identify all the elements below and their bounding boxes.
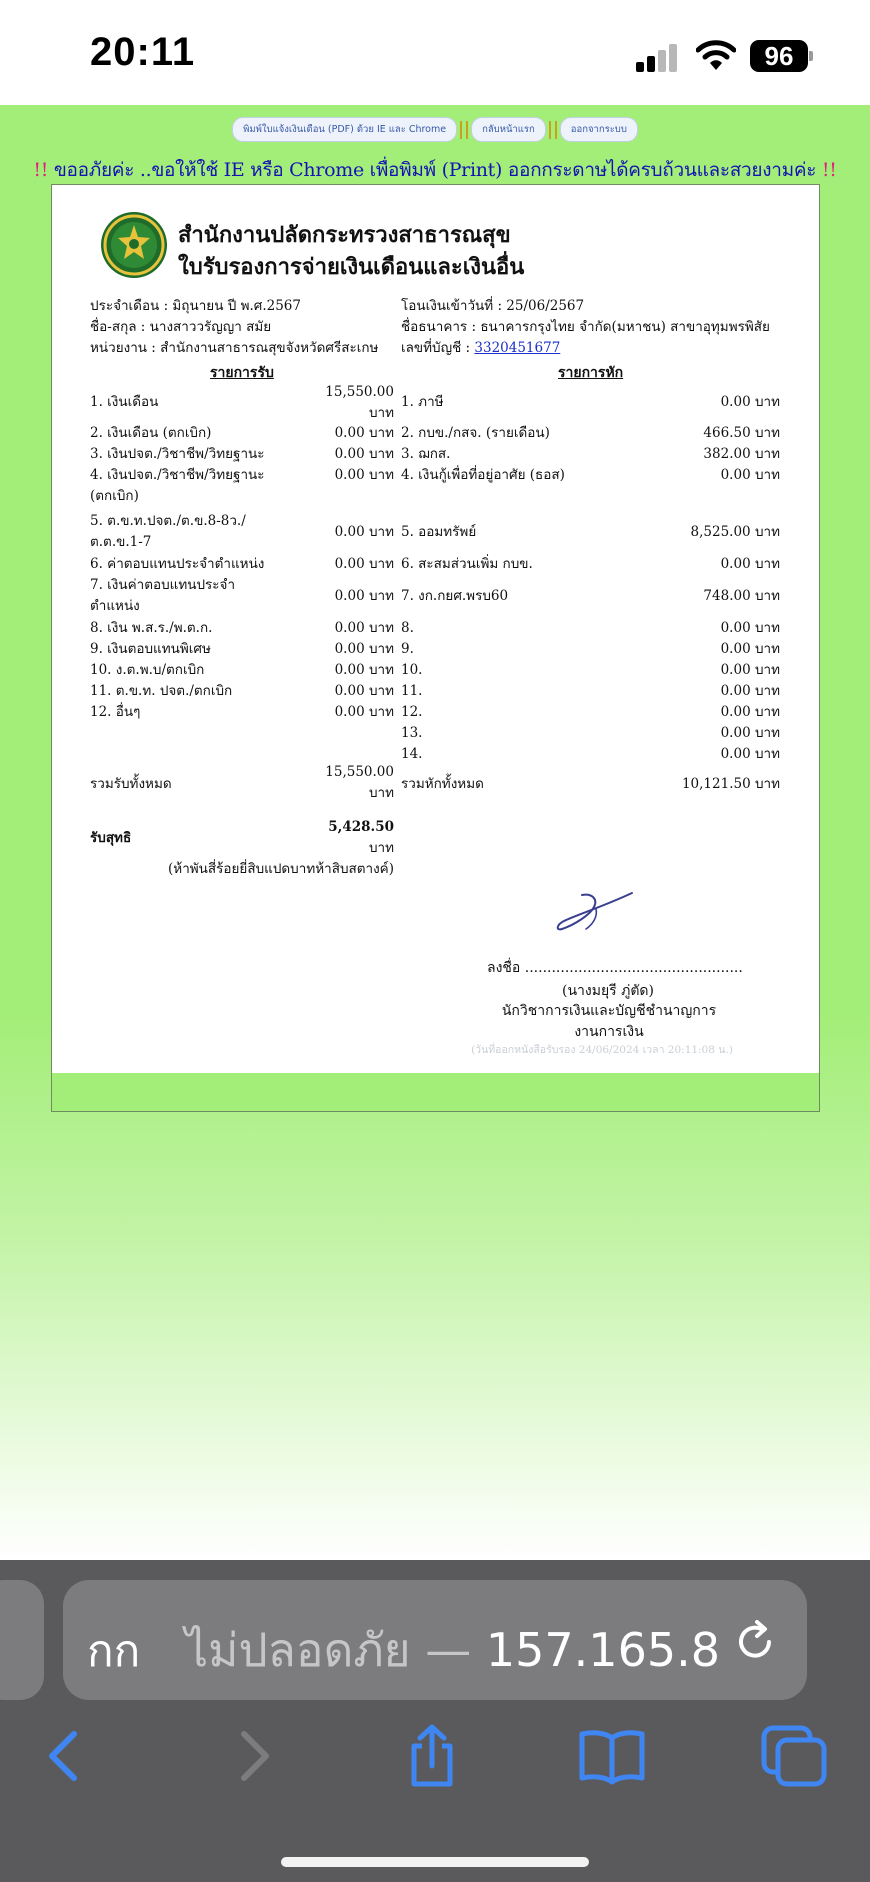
home-indicator <box>281 1857 589 1867</box>
income-label: 12. อื่นๆ <box>90 704 141 720</box>
total-income-unit: บาท <box>368 785 394 801</box>
forward-icon[interactable] <box>216 1724 288 1788</box>
income-label-cont: ตำแหน่ง <box>90 598 140 614</box>
account-label: เลขที่บัญชี : <box>401 340 475 356</box>
deduction-amount: 0.00 บาท <box>720 467 780 483</box>
not-secure-label: ไม่ปลอดภัย — <box>185 1623 486 1677</box>
net-pay-unit: บาท <box>368 840 394 856</box>
notice-text: ขออภัยค่ะ ..ขอให้ใช้ IE หรือ Chrome เพื่อพิมพ์ (Print) ออกกระดาษได้ครบถ้วนและสวยงามค่ะ <box>48 159 822 181</box>
signature-line: ลงชื่อ ................................................. <box>487 960 743 976</box>
deduction-amount: 0.00 บาท <box>720 725 780 741</box>
deduction-amount: 0.00 บาท <box>720 746 780 762</box>
signer-name: (นางมยุรี ภู่ตัด) <box>561 983 654 999</box>
income-amount: 0.00 บาท <box>334 524 394 540</box>
total-income-label: รวมรับทั้งหมด <box>90 776 172 792</box>
signer-department: งานการเงิน <box>574 1024 644 1040</box>
income-header: รายการรับ <box>210 365 274 381</box>
top-nav <box>0 117 870 142</box>
deduction-label: 11. <box>401 683 423 699</box>
income-amount: 0.00 บาท <box>334 425 394 441</box>
nav-separator <box>460 121 468 139</box>
deduction-amount: 0.00 บาท <box>720 641 780 657</box>
income-amount: 0.00 บาท <box>334 467 394 483</box>
deduction-amount: 0.00 บาท <box>720 556 780 572</box>
total-income-amount: 15,550.00 <box>325 764 394 780</box>
net-pay-label: รับสุทธิ <box>90 830 132 846</box>
income-label-cont: ต.ต.ข.1-7 <box>90 534 152 550</box>
ministry-emblem-logo <box>100 211 168 279</box>
account-number-link[interactable]: 3320451677 <box>474 340 561 356</box>
income-unit: บาท <box>368 405 394 421</box>
slip-frame <box>51 184 820 1112</box>
home-button[interactable]: กลับหน้าแรก <box>471 117 546 142</box>
logout-button[interactable]: ออกจากระบบ <box>560 117 638 142</box>
url-host: 157.165.8 <box>485 1623 720 1677</box>
income-amount: 0.00 บาท <box>334 641 394 657</box>
income-amount: 0.00 บาท <box>334 683 394 699</box>
deduction-label: 4. เงินกู้เพื่อที่อยู่อาศัย (ธอส) <box>401 467 565 483</box>
print-pdf-button[interactable]: พิมพ์ใบแจ้งเงินเดือน (PDF) ด้วย IE และ Chrome <box>232 117 457 142</box>
deduction-label: 6. สะสมส่วนเพิ่ม กบข. <box>401 556 533 572</box>
address-bar[interactable] <box>63 1580 807 1700</box>
income-amount: 0.00 บาท <box>334 446 394 462</box>
deduction-amount: 466.50 บาท <box>703 425 780 441</box>
income-label: 3. เงินปจต./วิชาชีพ/วิทยฐานะ <box>90 446 265 462</box>
transfer-date: โอนเงินเข้าวันที่ : 25/06/2567 <box>401 298 585 314</box>
deduction-amount: 0.00 บาท <box>720 683 780 699</box>
income-label: 2. เงินเดือน (ตกเบิก) <box>90 425 212 441</box>
deduction-label: 1. ภาษี <box>401 394 444 410</box>
browser-toolbar <box>0 1560 870 1882</box>
net-pay-amount: 5,428.50 <box>328 819 394 835</box>
net-pay-words: (ห้าพันสี่ร้อยยี่สิบแปดบาทห้าสิบสตางค์) <box>168 861 394 877</box>
tabs-icon[interactable] <box>758 1724 830 1788</box>
account-line <box>401 338 560 359</box>
income-label: 7. เงินค่าตอบแทนประจำ <box>90 577 236 593</box>
income-label: 6. ค่าตอบแทนประจำตำแหน่ง <box>90 556 265 572</box>
deduction-label: 8. <box>401 620 414 636</box>
income-label: 10. ง.ต.พ.บ/ตกเบิก <box>90 662 205 678</box>
total-deduction-amount: 10,121.50 บาท <box>681 776 780 792</box>
income-amount: 0.00 บาท <box>334 620 394 636</box>
notice-bang-right: !! <box>821 159 837 181</box>
deduction-label: 7. งก.กยศ.พรบ60 <box>401 588 509 604</box>
status-time: 20:11 <box>90 30 196 74</box>
deduction-amount: 382.00 บาท <box>703 446 780 462</box>
signature-image <box>552 885 642 937</box>
income-amount: 0.00 บาท <box>334 556 394 572</box>
income-label: 5. ต.ข.ท.ปจต./ต.ข.8-8ว./ <box>90 513 246 529</box>
deduction-label: 12. <box>401 704 423 720</box>
back-icon[interactable] <box>30 1724 102 1788</box>
certificate-title: ใบรับรองการจ่ายเงินเดือนและเงินอื่น <box>178 255 525 280</box>
income-label: 4. เงินปจต./วิชาชีพ/วิทยฐานะ <box>90 467 265 483</box>
print-notice <box>0 155 870 185</box>
pay-month: ประจำเดือน : มิถุนายน ปี พ.ศ.2567 <box>90 298 301 314</box>
income-amount: 15,550.00 <box>325 384 394 400</box>
deduction-amount: 0.00 บาท <box>720 704 780 720</box>
previous-tab-edge[interactable] <box>0 1580 44 1700</box>
deduction-amount: 0.00 บาท <box>720 662 780 678</box>
income-label: 8. เงิน พ.ส.ร./พ.ต.ก. <box>90 620 213 636</box>
deduction-label: 13. <box>401 725 423 741</box>
reload-icon[interactable] <box>731 1618 779 1666</box>
deduction-label: 9. <box>401 641 414 657</box>
cellular-signal-icon <box>636 42 680 72</box>
employee-name: ชื่อ-สกุล : นางสาววรัญญา สมัย <box>90 319 272 335</box>
deduction-header: รายการหัก <box>558 365 624 381</box>
total-deduction-label: รวมหักทั้งหมด <box>401 776 484 792</box>
income-label: 9. เงินตอบแทนพิเศษ <box>90 641 211 657</box>
income-amount: 0.00 บาท <box>334 588 394 604</box>
work-unit: หน่วยงาน : สำนักงานสาธารณสุขจังหวัดศรีสะเกษ <box>90 340 379 356</box>
deduction-label: 3. ฌกส. <box>401 446 451 462</box>
signer-position: นักวิชาการเงินและบัญชีชำนาญการ <box>501 1003 717 1019</box>
status-bar <box>0 0 870 105</box>
income-label-cont: (ตกเบิก) <box>90 488 139 504</box>
deduction-amount: 0.00 บาท <box>720 620 780 636</box>
deduction-label: 5. ออมทรัพย์ <box>401 524 477 540</box>
deduction-amount: 8,525.00 บาท <box>690 524 780 540</box>
income-amount: 0.00 บาท <box>334 704 394 720</box>
share-icon[interactable] <box>396 1724 468 1788</box>
deduction-amount: 0.00 บาท <box>720 394 780 410</box>
income-label: 11. ต.ข.ท. ปจต./ตกเบิก <box>90 683 233 699</box>
battery-tip <box>809 51 813 61</box>
battery-icon: 96 <box>750 40 808 72</box>
issued-timestamp: (วันที่ออกหนังสือรับรอง 24/06/2024 เวลา 20:11:08 น.) <box>471 1044 733 1056</box>
deduction-label: 10. <box>401 662 423 678</box>
salary-certificate <box>52 185 819 1073</box>
income-amount: 0.00 บาท <box>334 662 394 678</box>
reader-settings-button[interactable]: กก <box>87 1626 141 1677</box>
deduction-amount: 748.00 บาท <box>703 588 780 604</box>
deduction-label: 14. <box>401 746 423 762</box>
bank-name: ชื่อธนาคาร : ธนาคารกรุงไทย จำกัด(มหาชน) สาขาอุทุมพรพิสัย <box>401 319 770 335</box>
web-page <box>0 105 870 1560</box>
url-text[interactable] <box>185 1614 720 1687</box>
nav-separator <box>549 121 557 139</box>
income-label: 1. เงินเดือน <box>90 394 159 410</box>
bookmarks-icon[interactable] <box>576 1724 648 1788</box>
wifi-icon <box>696 38 736 72</box>
notice-bang-left: !! <box>33 159 49 181</box>
deduction-label: 2. กบข./กสจ. (รายเดือน) <box>401 425 550 441</box>
organization-title: สำนักงานปลัดกระทรวงสาธารณสุข <box>178 223 511 248</box>
